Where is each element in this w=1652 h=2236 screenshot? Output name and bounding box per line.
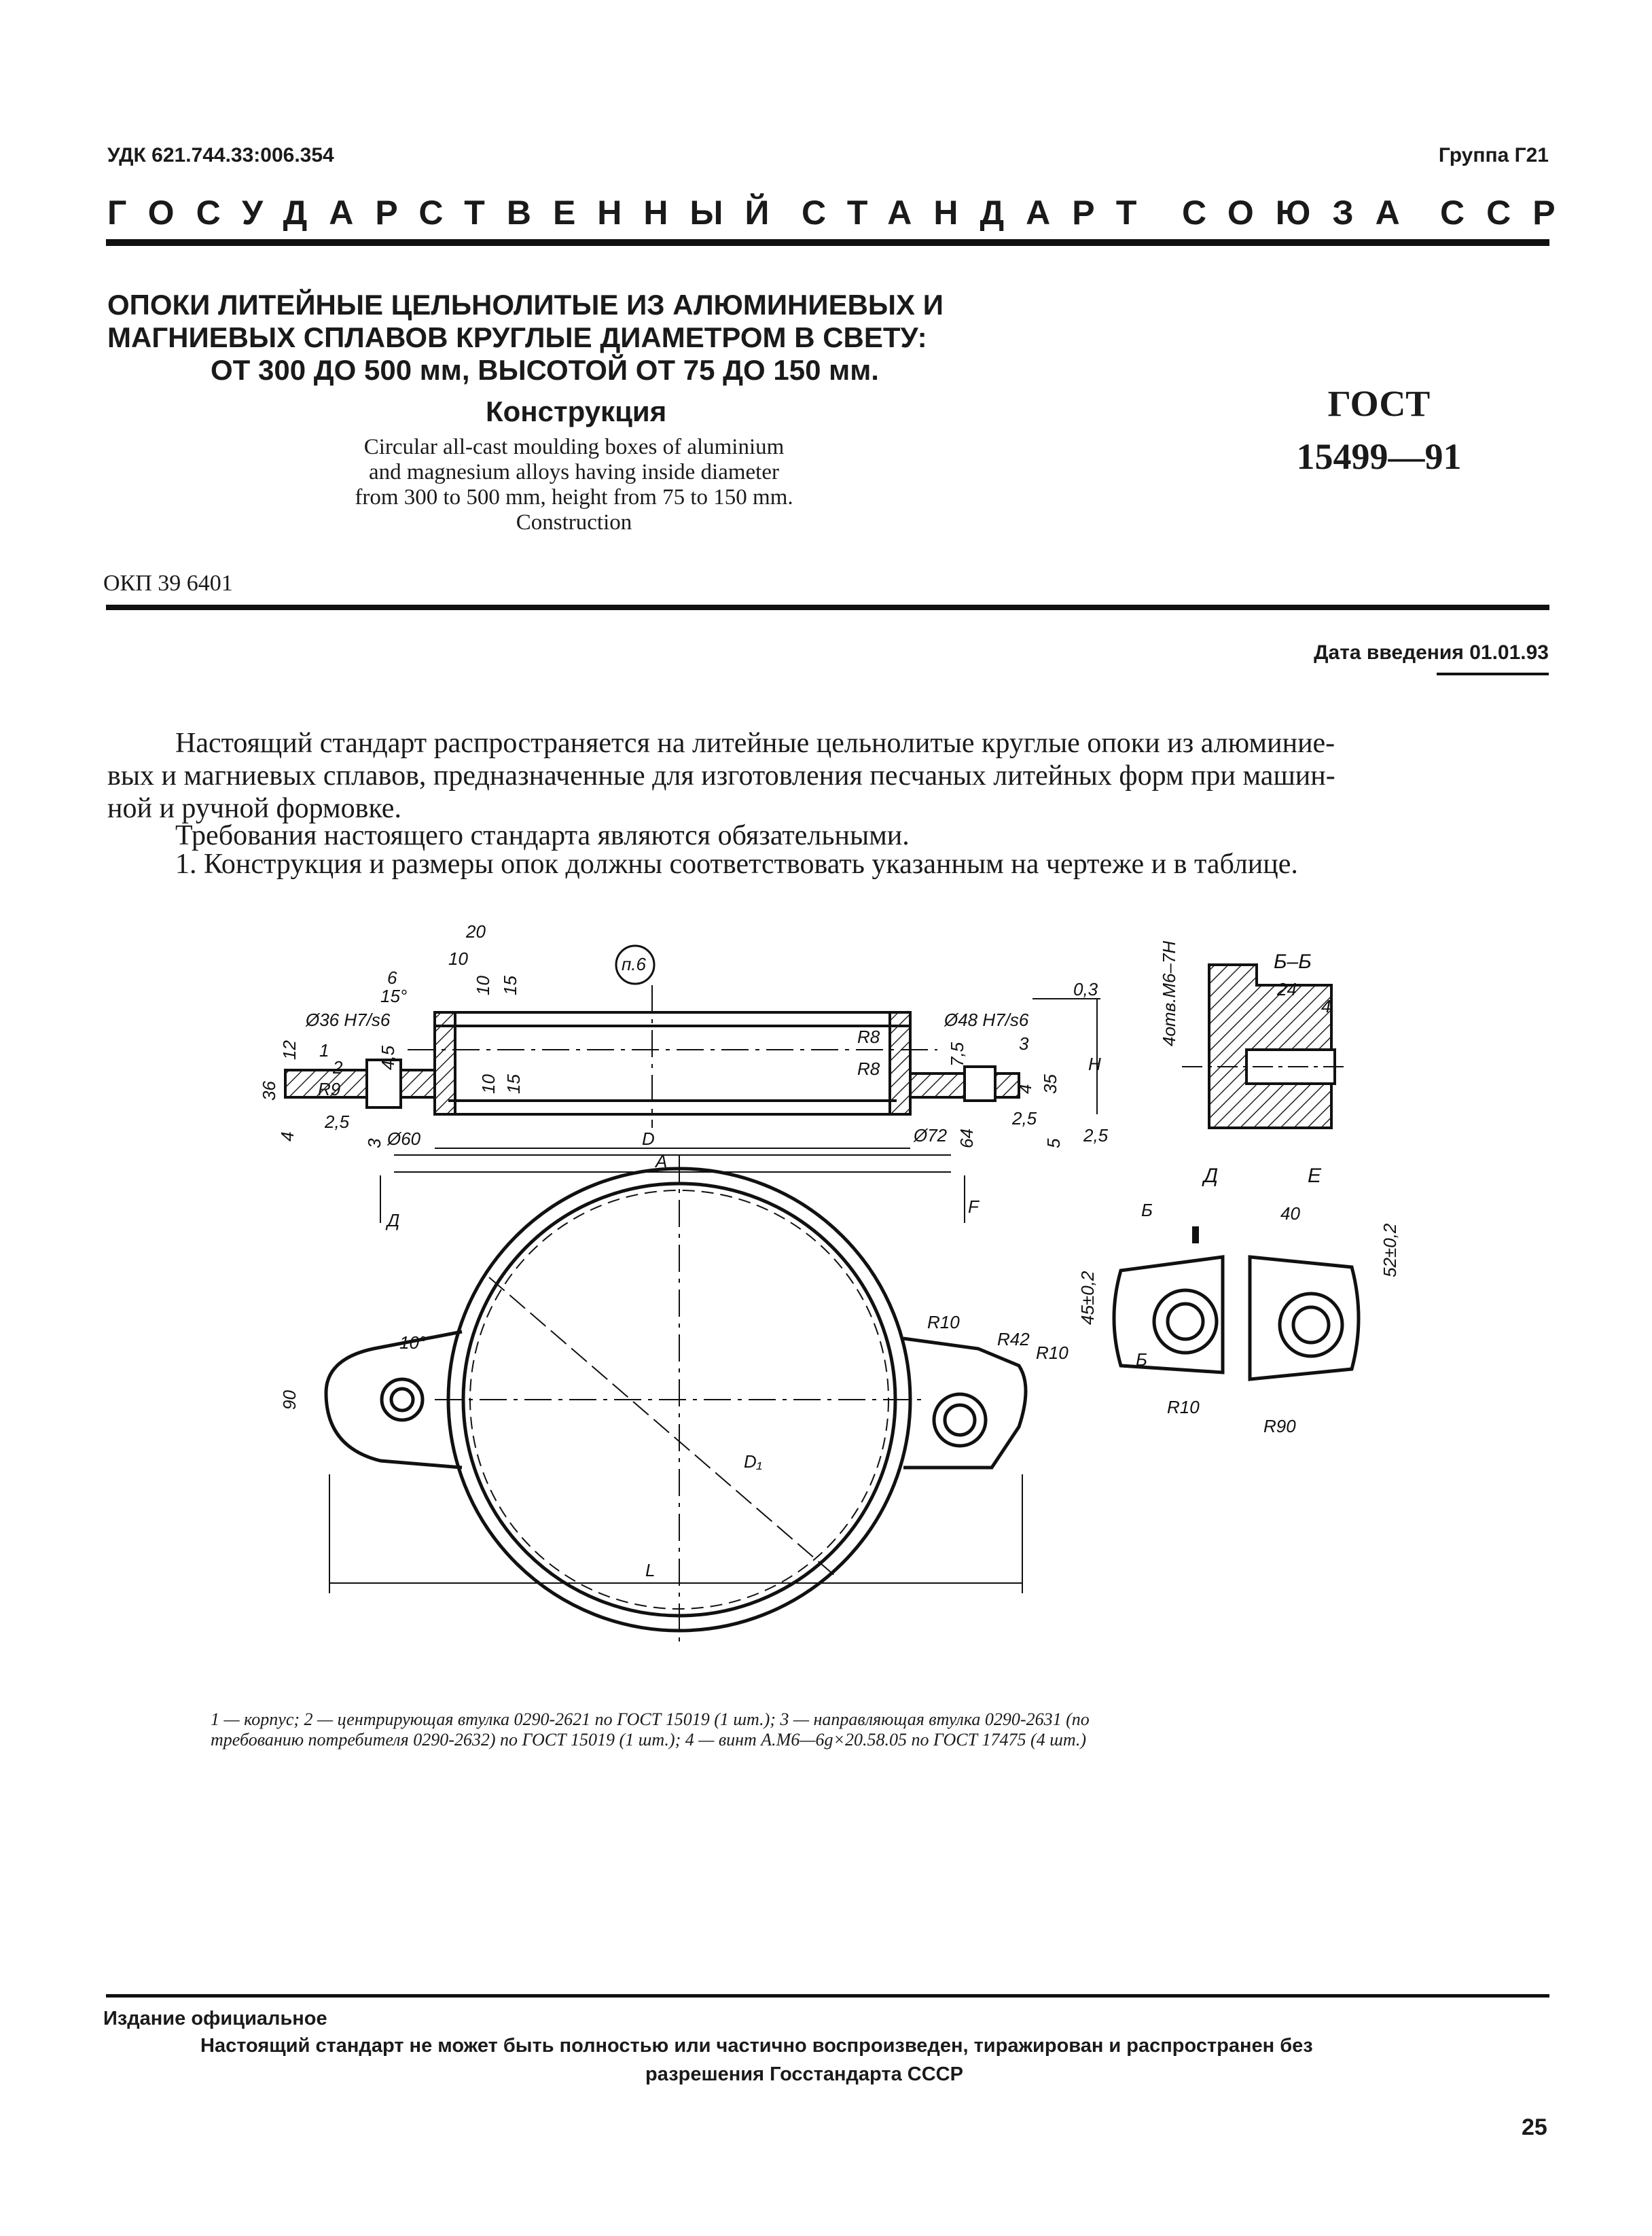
dim-label: R9 xyxy=(318,1079,341,1099)
english-title-line: Circular all-cast moulding boxes of aluminium xyxy=(363,435,785,459)
note-reference-label: п.6 xyxy=(622,954,646,974)
section-b-b xyxy=(1182,965,1345,1128)
page-number: 25 xyxy=(1522,2114,1547,2140)
dim-label: 7,5 xyxy=(947,1042,967,1067)
dim-label: R8 xyxy=(857,1027,880,1047)
dim-label: 20 xyxy=(466,921,486,942)
dim-label: 0,3 xyxy=(1073,979,1098,999)
standard-word-1: ГОСУДАРСТВЕННЫЙ xyxy=(107,194,791,232)
views-d-e xyxy=(1114,1226,1359,1379)
title-line-1: ОПОКИ ЛИТЕЙНЫЕ ЦЕЛЬНОЛИТЫЕ ИЗ АЛЮМИНИЕВЫХ И xyxy=(107,289,944,321)
dim-label: R10 xyxy=(927,1312,960,1332)
dim-label: 3 xyxy=(364,1138,384,1148)
dim-label: 52±0,2 xyxy=(1380,1223,1400,1277)
dim-label: Ø72 xyxy=(914,1125,948,1146)
dim-label: 45±0,2 xyxy=(1077,1271,1098,1325)
body-paragraph-1-line-2: вых и магниевых сплавов, предназначенные для изготовления песчаных литейных форм при машин- xyxy=(107,760,1335,792)
english-title-line: and magnesium alloys having inside diameter xyxy=(369,460,779,484)
view-label: Б xyxy=(1141,1200,1153,1220)
title-line-2: МАГНИЕВЫХ СПЛАВОВ КРУГЛЫЕ ДИАМЕТРОМ В СВЕТУ: xyxy=(107,321,927,353)
dim-label: R10 xyxy=(1167,1397,1200,1417)
edition-label: Издание официальное xyxy=(103,2008,327,2029)
dim-label: 4отв.М6–7Н xyxy=(1159,940,1179,1046)
body-paragraph-1-line-3: ной и ручной формовке. xyxy=(107,793,401,824)
dim-label: 12 xyxy=(279,1040,300,1060)
dim-label: 6 xyxy=(387,968,397,988)
callout-label: 3 xyxy=(1019,1033,1029,1054)
view-label: F xyxy=(968,1196,979,1217)
title-subtitle: Конструкция xyxy=(486,395,667,427)
dim-label: 15 xyxy=(503,1074,524,1094)
dim-label: H xyxy=(1088,1054,1101,1074)
gost-label: ГОСТ xyxy=(1327,383,1431,424)
dim-label: 35 xyxy=(1040,1074,1060,1094)
callout-label: 4 xyxy=(1321,996,1331,1016)
callout-label: 2 xyxy=(333,1057,343,1078)
dim-label: R10 xyxy=(1036,1343,1069,1363)
dim-label: 15° xyxy=(380,986,408,1006)
okp-code: ОКП 39 6401 xyxy=(103,571,233,596)
dim-label: 2,5 xyxy=(325,1112,350,1132)
introduction-date: Дата введения 01.01.93 xyxy=(1314,641,1549,664)
standard-word-2: СТАНДАРТ xyxy=(802,194,1159,232)
english-title-line: from 300 to 500 mm, height from 75 to 150 mm. xyxy=(355,485,793,510)
dim-label: R90 xyxy=(1263,1416,1296,1436)
drawing-legend-line-2: требованию потребителя 0290-2632) по ГОСТ 15019 (1 шт.); 4 — винт А.М6—6g×20.58.05 по ГОСТ 17475 (4 шт.) xyxy=(211,1730,1087,1750)
dim-label: Ø60 xyxy=(387,1129,421,1149)
dim-label: 90 xyxy=(279,1390,300,1410)
callout-label: 1 xyxy=(319,1040,329,1061)
dim-label: 10 xyxy=(448,948,468,969)
dim-label: A xyxy=(656,1151,668,1171)
body-paragraph-3: 1. Конструкция и размеры опок должны соответствовать указанным на чертеже и в таблице. xyxy=(175,849,1298,880)
dim-label: L xyxy=(645,1560,656,1580)
dim-label: Ø36 H7/s6 xyxy=(306,1010,391,1030)
dim-label: 64 xyxy=(956,1129,977,1148)
dim-label: R42 xyxy=(997,1329,1030,1349)
view-label: Д xyxy=(1204,1165,1219,1187)
dim-label: D₁ xyxy=(744,1451,762,1472)
copyright-notice-line-2: разрешения Госстандарта СССР xyxy=(645,2063,963,2085)
dim-label: 2,5 xyxy=(1012,1108,1037,1129)
dim-label: 4 xyxy=(277,1131,298,1141)
footer-rule xyxy=(106,1994,1549,1998)
udk-code: УДК 621.744.33:006.354 xyxy=(107,144,334,166)
drawing-legend-line-1: 1 — корпус; 2 — центрирующая втулка 0290-2621 по ГОСТ 15019 (1 шт.); 3 — направляющая втулка 0290-2631 (по xyxy=(211,1709,1090,1729)
view-label: Б xyxy=(1136,1349,1147,1370)
view-label: Д xyxy=(387,1210,400,1230)
dim-label: 40 xyxy=(1280,1203,1300,1224)
dim-label: 36 xyxy=(259,1081,279,1101)
dim-label: 10° xyxy=(399,1332,427,1353)
dim-label: R8 xyxy=(857,1059,880,1079)
dim-label: 4,5 xyxy=(378,1045,398,1070)
standard-word-4: ССР xyxy=(1440,194,1577,232)
gost-number: 15499—91 xyxy=(1296,436,1462,477)
dim-label: 2,5 xyxy=(1083,1125,1109,1146)
english-title-line: Construction xyxy=(516,510,632,535)
plan-view xyxy=(326,1155,1026,1644)
dim-label: 24 xyxy=(1277,979,1297,999)
title-line-3: ОТ 300 ДО 500 мм, ВЫСОТОЙ ОТ 75 ДО 150 мм. xyxy=(211,354,879,386)
view-label: Е xyxy=(1308,1165,1322,1187)
dim-label: 10 xyxy=(478,1074,499,1094)
dim-label: D xyxy=(642,1129,655,1149)
section-label: Б–Б xyxy=(1274,951,1312,973)
dim-label: 15 xyxy=(500,976,520,995)
dim-label: Ø48 H7/s6 xyxy=(944,1010,1029,1030)
copyright-notice-line-1: Настоящий стандарт не может быть полностью или частично воспроизведен, тиражирован и распространен без xyxy=(200,2035,1313,2057)
group-code: Группа Г21 xyxy=(1438,144,1549,166)
body-paragraph-1-line-1: Настоящий стандарт распространяется на литейные цельнолитые круглые опоки из алюминие- xyxy=(175,728,1335,759)
body-paragraph-2: Требования настоящего стандарта являются обязательными. xyxy=(175,820,910,851)
dim-label: 4 xyxy=(1015,1084,1035,1094)
standard-word-3: СОЮЗА xyxy=(1182,194,1422,232)
dim-label: 5 xyxy=(1043,1138,1064,1148)
dim-label: 10 xyxy=(473,976,493,995)
